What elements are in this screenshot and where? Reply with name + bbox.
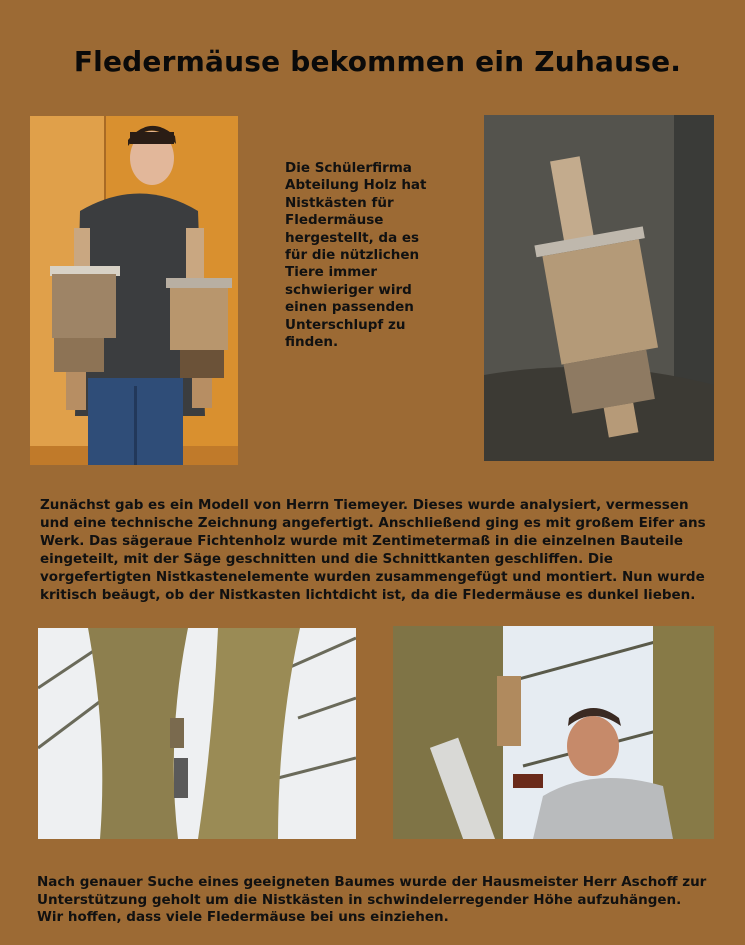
body-text: Zunächst gab es ein Modell von Herrn Tiemeyer. Dieses wurde analysiert, vermessen und eine technische Zeichnung angefertigt. Anschließend ging es mit großem Eifer ans Werk. Das sägeraue Fichtenholz wurde mit Zentimetermaß in die einzelnen Bauteile eingeteilt, mit der Säge geschnitten und die Schnittkanten geschliffen. Die vorgefertigten Nistkastenelemente wurden zusammengefügt und montiert. Nun wurde kritisch beäugt, ob der Nistkasten lichtdicht ist, da die Fledermäuse es dunkel lieben. xyxy=(40,497,706,603)
closing-text xyxy=(37,874,717,927)
photo-caretaker-mounting-box xyxy=(393,626,714,839)
photo-student-with-bat-boxes xyxy=(30,116,238,465)
closing-line-2: Wir hoffen, dass viele Fledermäuse bei uns einziehen. xyxy=(37,909,449,925)
closing-line-1: Nach genauer Suche eines geeigneten Baumes wurde der Hausmeister Herr Aschoff zur Unterstützung geholt um die Nistkästen in schwindelerregender Höhe aufzuhängen. xyxy=(37,874,707,908)
intro-text: Die Schülerfirma Abteilung Holz hat Nistkästen für Fledermäuse hergestellt, da es für die nützlichen Tiere immer schwieriger wird einen passenden Unterschlupf zu finden. xyxy=(285,160,427,351)
page-title: Fledermäuse bekommen ein Zuhause. xyxy=(73,45,682,78)
photo-bat-box-on-tree xyxy=(484,115,714,461)
photo-tree-trunks xyxy=(38,628,356,839)
